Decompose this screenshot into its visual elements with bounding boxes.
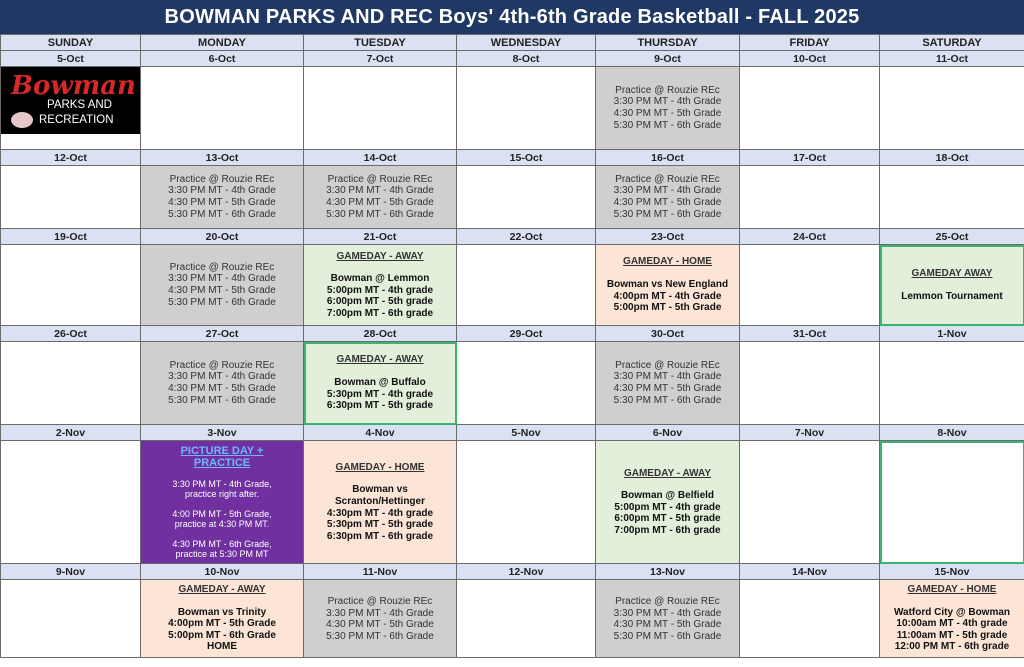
game-time: 10:00am MT - 4th grade [896, 618, 1008, 630]
matchup: Lemmon Tournament [901, 290, 1003, 302]
practice-line: 4:30 PM MT - 5th Grade [326, 619, 434, 631]
practice-line: 3:30 PM MT - 4th Grade [613, 185, 722, 197]
date-label: 5-Oct [1, 51, 141, 67]
practice-cell [596, 67, 740, 150]
empty-day [740, 67, 880, 150]
week-row [1, 441, 1024, 564]
practice-cell [141, 245, 304, 326]
empty-day [740, 245, 880, 326]
day-header: SATURDAY [880, 35, 1024, 51]
date-label: 13-Oct [141, 150, 304, 166]
matchup: Bowman @ Belfield [620, 490, 715, 502]
date-label: 5-Nov [457, 425, 596, 441]
date-label: 11-Oct [880, 51, 1024, 67]
practice-line: 5:30 PM MT - 6th Grade [326, 630, 434, 642]
practice-title: Practice @ Rouzie REc [327, 596, 433, 607]
date-label: 26-Oct [1, 326, 141, 342]
empty-day [457, 342, 596, 425]
game-time: 6:00pm MT - 5th grade [326, 296, 434, 308]
date-label: 14-Oct [304, 150, 457, 166]
practice-line: 3:30 PM MT - 4th Grade [613, 371, 722, 383]
practice-title: Practice @ Rouzie REc [615, 84, 720, 96]
date-label: 9-Oct [596, 51, 740, 67]
practice-title: Practice @ Rouzie REc [615, 359, 720, 371]
matchup: Watford City @ Bowman [893, 606, 1011, 618]
date-row [1, 150, 1024, 166]
empty-day [1, 441, 141, 564]
matchup: Bowman vs Trinity [177, 606, 267, 618]
page-title: BOWMAN PARKS AND REC Boys' 4th-6th Grade Basketball - FALL 2025 [0, 0, 1024, 34]
date-label: 31-Oct [740, 326, 880, 342]
game-time: 4:30pm MT - 4th grade [326, 507, 434, 519]
practice-title: Practice @ Rouzie REc [169, 173, 275, 185]
empty-day [457, 441, 596, 564]
game-time: 4:00pm MT - 5th Grade [168, 618, 276, 630]
week-row [1, 166, 1024, 229]
empty-day [457, 166, 596, 229]
logo-cell [1, 67, 141, 150]
practice-title: Practice @ Rouzie REc [327, 173, 433, 185]
game-time: 6:00pm MT - 5th grade [614, 513, 721, 525]
date-label: 29-Oct [457, 326, 596, 342]
date-label: 9-Nov [1, 564, 141, 580]
practice-line: 3:30 PM MT - 4th Grade [326, 607, 434, 619]
game-time: 7:00pm MT - 6th grade [614, 524, 721, 536]
date-label: 6-Oct [141, 51, 304, 67]
empty-day [880, 342, 1024, 425]
empty-day [457, 580, 596, 658]
date-row [1, 425, 1024, 441]
game-time: 7:00pm MT - 6th grade [326, 307, 434, 319]
date-label: 10-Nov [141, 564, 304, 580]
date-label: 8-Nov [880, 425, 1024, 441]
practice-cell [304, 580, 457, 658]
logo-line2: RECREATION [39, 113, 114, 126]
practice-cell [141, 342, 304, 425]
date-label: 22-Oct [457, 229, 596, 245]
game-time: 5:00pm MT - 5th Grade [613, 302, 722, 314]
practice-line: 5:30 PM MT - 6th Grade [613, 630, 722, 642]
practice-line: 4:30 PM MT - 5th Grade [168, 197, 276, 208]
empty-day [1, 342, 141, 425]
date-label: 15-Nov [880, 564, 1024, 580]
practice-line: 3:30 PM MT - 4th Grade [613, 96, 722, 108]
date-row [1, 564, 1024, 580]
practice-title: Practice @ Rouzie REc [169, 261, 275, 273]
matchup: Bowman vs [352, 484, 408, 496]
date-label: 16-Oct [596, 150, 740, 166]
date-row [1, 51, 1024, 67]
date-label: 19-Oct [1, 229, 141, 245]
practice-title: Practice @ Rouzie REc [615, 596, 720, 607]
logo-line1: PARKS AND [47, 99, 112, 111]
practice-line: 4:30 PM MT - 5th Grade [326, 197, 434, 208]
date-label: 24-Oct [740, 229, 880, 245]
picture-note: 4:00 PM MT - 5th Grade, practice at 4:30 PM MT. [172, 508, 272, 529]
empty-day [880, 166, 1024, 229]
practice-line: 5:30 PM MT - 6th Grade [613, 119, 722, 131]
date-label: 12-Oct [1, 150, 141, 166]
week-row [1, 580, 1024, 658]
gameday-header: GAMEDAY AWAY [911, 267, 993, 279]
gameday-header: GAMEDAY - AWAY [336, 354, 424, 366]
practice-line: 5:30 PM MT - 6th Grade [168, 394, 276, 406]
day-header: TUESDAY [304, 35, 457, 51]
practice-title: Practice @ Rouzie REc [169, 359, 275, 371]
matchup: Bowman @ Buffalo [334, 376, 426, 388]
game-time: 11:00am MT - 5th grade [896, 629, 1008, 641]
date-label: 15-Oct [457, 150, 596, 166]
week-row [1, 245, 1024, 326]
practice-line: 3:30 PM MT - 4th Grade [168, 185, 276, 197]
game-time: 6:30pm MT - 6th grade [326, 530, 434, 542]
date-label: 3-Nov [141, 425, 304, 441]
day-header: WEDNESDAY [457, 35, 596, 51]
empty-day [457, 67, 596, 150]
picture-note: 4:30 PM MT - 6th Grade, practice at 5:30 PM MT [172, 538, 272, 559]
date-label: 7-Oct [304, 51, 457, 67]
game-time: 5:00pm MT - 6th Grade [168, 629, 276, 641]
gameday-away-cell [596, 441, 740, 564]
picture-day-cell [141, 441, 304, 564]
practice-line: 4:30 PM MT - 5th Grade [613, 383, 722, 394]
practice-line: 3:30 PM MT - 4th Grade [613, 607, 722, 619]
matchup: Bowman vs New England [606, 278, 729, 290]
gameday-home-cell [880, 580, 1024, 658]
weekday-header-row [1, 35, 1024, 51]
game-time: 5:00pm MT - 4th grade [614, 501, 721, 513]
gameday-away-cell [141, 580, 304, 658]
empty-day [880, 441, 1024, 564]
gameday-header: GAMEDAY - AWAY [336, 250, 424, 262]
practice-line: 5:30 PM MT - 6th Grade [168, 208, 276, 220]
gameday-header: GAMEDAY - HOME [335, 461, 425, 473]
day-header: MONDAY [141, 35, 304, 51]
practice-cell [596, 580, 740, 658]
date-label: 20-Oct [141, 229, 304, 245]
practice-cell [596, 342, 740, 425]
date-label: 27-Oct [141, 326, 304, 342]
game-time: 5:30pm MT - 5th grade [326, 519, 434, 531]
date-label: 18-Oct [880, 150, 1024, 166]
gameday-header: GAMEDAY - AWAY [178, 584, 266, 595]
matchup: Scranton/Hettinger [334, 495, 425, 507]
date-label: 28-Oct [304, 326, 457, 342]
empty-day [880, 67, 1024, 150]
day-header: SUNDAY [1, 35, 141, 51]
practice-line: 5:30 PM MT - 6th Grade [613, 394, 722, 406]
gameday-away-cell [880, 245, 1024, 326]
empty-day [141, 67, 304, 150]
empty-day [740, 580, 880, 658]
game-time: 5:30pm MT - 4th grade [326, 388, 434, 400]
date-label: 17-Oct [740, 150, 880, 166]
practice-line: 4:30 PM MT - 5th Grade [613, 197, 722, 208]
date-row [1, 326, 1024, 342]
date-label: 12-Nov [457, 564, 596, 580]
date-label: 8-Oct [457, 51, 596, 67]
date-label: 13-Nov [596, 564, 740, 580]
date-label: 4-Nov [304, 425, 457, 441]
empty-day [1, 245, 141, 326]
date-label: 14-Nov [740, 564, 880, 580]
bulldog-icon [11, 112, 33, 128]
date-label: 10-Oct [740, 51, 880, 67]
gameday-header: GAMEDAY - HOME [907, 584, 997, 595]
day-header: FRIDAY [740, 35, 880, 51]
logo-script: Bowman [11, 71, 136, 101]
practice-cell [304, 166, 457, 229]
matchup: Bowman @ Lemmon [330, 273, 430, 285]
week-row [1, 342, 1024, 425]
bowman-logo [1, 67, 140, 134]
practice-line: 5:30 PM MT - 6th Grade [613, 208, 722, 220]
date-label: 25-Oct [880, 229, 1024, 245]
empty-day [740, 441, 880, 564]
date-label: 2-Nov [1, 425, 141, 441]
gameday-home-cell [596, 245, 740, 326]
date-row [1, 229, 1024, 245]
practice-line: 4:30 PM MT - 5th Grade [168, 285, 276, 296]
gameday-away-cell [304, 245, 457, 326]
practice-line: 4:30 PM MT - 5th Grade [613, 108, 722, 119]
gameday-header: GAMEDAY - AWAY [623, 467, 712, 479]
date-label: 6-Nov [596, 425, 740, 441]
practice-line: 3:30 PM MT - 4th Grade [168, 371, 276, 383]
practice-line: 5:30 PM MT - 6th Grade [168, 296, 276, 308]
empty-day [1, 166, 141, 229]
practice-cell [596, 166, 740, 229]
practice-line: 3:30 PM MT - 4th Grade [326, 185, 434, 197]
practice-line: 4:30 PM MT - 5th Grade [613, 619, 722, 631]
gameday-header: GAMEDAY - HOME [623, 256, 712, 268]
picture-day-link[interactable]: PICTURE DAY + PRACTICE [180, 444, 264, 469]
date-label: 30-Oct [596, 326, 740, 342]
calendar-table [0, 34, 1024, 658]
empty-day [740, 342, 880, 425]
date-label: 11-Nov [304, 564, 457, 580]
practice-line: 5:30 PM MT - 6th Grade [326, 208, 434, 220]
empty-day [1, 580, 141, 658]
picture-note: 3:30 PM MT - 4th Grade, practice right after. [172, 478, 272, 499]
game-time: 5:00pm MT - 4th grade [326, 284, 434, 296]
practice-line: 3:30 PM MT - 4th Grade [168, 273, 276, 285]
date-label: 7-Nov [740, 425, 880, 441]
gameday-home-cell [304, 441, 457, 564]
practice-cell [141, 166, 304, 229]
date-label: 23-Oct [596, 229, 740, 245]
game-time: 6:30pm MT - 5th grade [326, 400, 434, 412]
day-header: THURSDAY [596, 35, 740, 51]
empty-day [304, 67, 457, 150]
empty-day [457, 245, 596, 326]
gameday-away-cell [304, 342, 457, 425]
date-label: 21-Oct [304, 229, 457, 245]
week-row [1, 67, 1024, 150]
game-time: 12:00 PM MT - 6th grade [894, 641, 1010, 653]
empty-day [740, 166, 880, 229]
game-location: HOME [207, 641, 237, 653]
practice-line: 4:30 PM MT - 5th Grade [168, 383, 276, 394]
date-label: 1-Nov [880, 326, 1024, 342]
practice-title: Practice @ Rouzie REc [615, 173, 720, 185]
game-time: 4:00pm MT - 4th Grade [613, 290, 722, 302]
